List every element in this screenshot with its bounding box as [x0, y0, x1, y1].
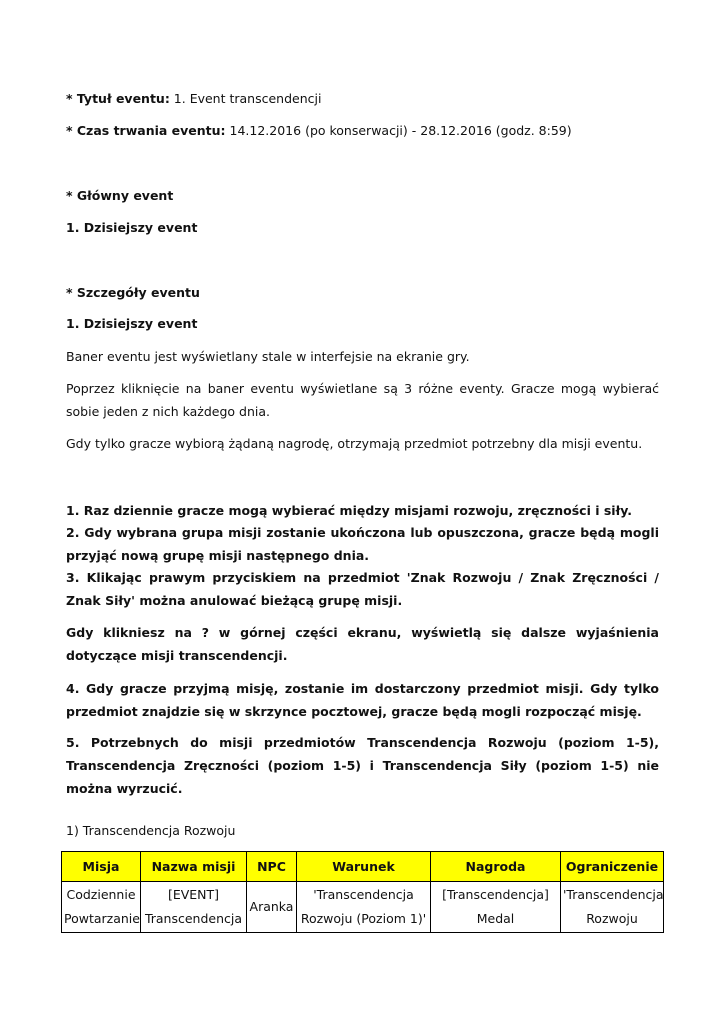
rule-1: 1. Raz dziennie gracze mogą wybierać między misjami rozwoju, zręczności i siły.: [66, 503, 632, 518]
event-title-line: [66, 88, 321, 110]
event-duration-value: 14.12.2016 (po konserwacji) - 28.12.2016 (godz. 8:59): [225, 123, 572, 138]
column-header-ograniczenie: Ograniczenie: [561, 852, 664, 882]
rule-2: 2. Gdy wybrana grupa misji zostanie ukończona lub opuszczona, gracze będą mogli przyjąć nową grupę misji następnego dnia.: [66, 525, 659, 563]
main-event-item: 1. Dzisiejszy event: [66, 220, 198, 235]
event-title-value: 1. Event transcendencji: [169, 91, 322, 106]
cell-text: Medal: [476, 911, 515, 926]
cell-text: [EVENT]: [167, 887, 220, 902]
cell-text: Powtarzanie: [64, 911, 140, 926]
rule-3: 3. Klikając prawym przyciskiem na przedmiot 'Znak Rozwoju / Znak Zręczności / Znak Siły' można anulować bieżącą grupę misji.: [66, 570, 659, 608]
column-header-nagroda: Nagroda: [431, 852, 561, 882]
rule-4: 4. Gdy gracze przyjmą misję, zostanie im dostarczony przedmiot misji. Gdy tylko przedmiot znajdzie się w skrzynce pocztowej, gracze będą mogli rozpocząć misję.: [66, 681, 659, 719]
cell-nazwa-misji: [141, 882, 247, 933]
mission-table: [61, 851, 664, 933]
column-header-nazwa-misji: Nazwa misji: [141, 852, 247, 882]
cell-text: 'Transcendencja: [563, 887, 664, 902]
details-paragraph-3: Gdy tylko gracze wybiorą żądaną nagrodę, otrzymają przedmiot potrzebny dla misji eventu.: [66, 436, 643, 451]
cell-warunek: [297, 882, 431, 933]
cell-misja: [62, 882, 141, 933]
details-paragraph-2: Poprzez kliknięcie na baner eventu wyświetlane są 3 różne eventy. Gracze mogą wybierać sobie jeden z nich każdego dnia.: [66, 381, 659, 419]
column-header-misja: Misja: [62, 852, 141, 882]
cell-text: Rozwoju (Poziom 1)': [300, 911, 427, 926]
table-header-row: [62, 852, 664, 882]
cell-ograniczenie: [561, 882, 664, 933]
cell-text: [Transcendencja]: [442, 887, 549, 902]
column-header-warunek: Warunek: [297, 852, 431, 882]
rule-help: Gdy klikniesz na ? w górnej części ekranu, wyświetlą się dalsze wyjaśnienia dotyczące misji transcendencji.: [66, 625, 659, 663]
cell-text: Rozwoju: [586, 911, 638, 926]
details-heading: * Szczegóły eventu: [66, 285, 200, 300]
event-duration-line: [66, 120, 572, 142]
details-item: 1. Dzisiejszy event: [66, 316, 198, 331]
table-row: [62, 882, 664, 933]
main-event-heading: * Główny event: [66, 188, 174, 203]
event-duration-label: * Czas trwania eventu:: [66, 123, 226, 138]
details-paragraph-1: Baner eventu jest wyświetlany stale w interfejsie na ekranie gry.: [66, 349, 470, 364]
cell-text: Transcendencja: [144, 911, 243, 926]
cell-nagroda: [431, 882, 561, 933]
event-title-label: * Tytuł eventu:: [66, 91, 170, 106]
cell-text: Codziennie: [66, 887, 136, 902]
cell-npc: Aranka: [247, 882, 297, 933]
column-header-npc: NPC: [247, 852, 297, 882]
section-heading: 1) Transcendencja Rozwoju: [66, 823, 236, 838]
cell-text: 'Transcendencja: [313, 887, 414, 902]
rule-5: 5. Potrzebnych do misji przedmiotów Transcendencja Rozwoju (poziom 1-5), Transcendencja Zręczności (poziom 1-5) i Transcendencja Siły (poziom 1-5) nie można wyrzucić.: [66, 735, 659, 796]
